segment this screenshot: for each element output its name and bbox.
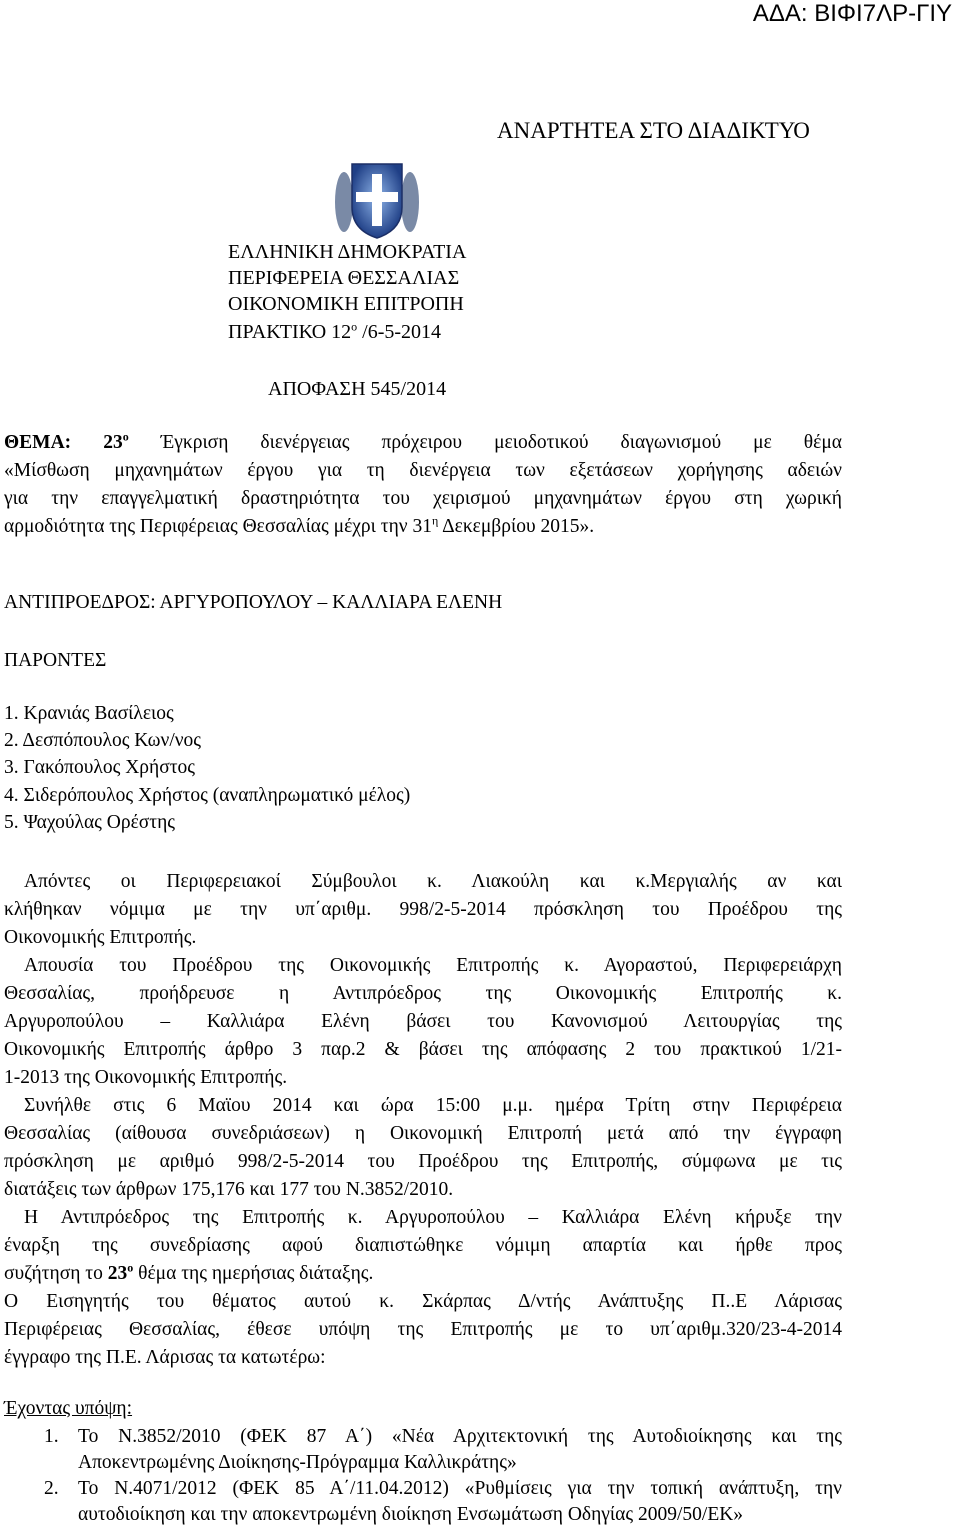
header-minutes xyxy=(228,319,441,345)
law-number: 2. xyxy=(44,1478,59,1499)
absent-line-1: Απόντες οι Περιφερειακοί Σύμβουλοι κ. Λιακούλη και κ.Μεργιαλής αν και xyxy=(24,871,842,892)
opening-number: 23 xyxy=(107,1263,128,1284)
chair-absence-line-2: Θεσσαλίας, προήδρευσε η Αντιπρόεδρος της Οικονομικής Επιτροπής κ. xyxy=(4,983,842,1004)
opening-sup: ο xyxy=(127,1260,134,1275)
subject-line-4 xyxy=(4,513,842,541)
minutes-prefix: ΠΡΑΚΤΙΚΟ 12 xyxy=(228,321,352,343)
subject-line-2: «Μίσθωση μηχανημάτων έργου για τη διενέργεια των εξετάσεων χορήγησης αδειών xyxy=(4,460,842,481)
subject-label-sup: ο xyxy=(122,429,129,444)
opening-line-1: Η Αντιπρόεδρος της Επιτροπής κ. Αργυροπούλου – Καλλιάρα Ελένη κήρυξε την xyxy=(24,1207,842,1228)
subject-label: ΘΕΜΑ: 23 xyxy=(4,432,123,453)
subject-line-4-sup: η xyxy=(432,513,439,528)
meeting-line-3: πρόσκληση με αριθμό 998/2-5-2014 του Προέδρου της Επιτροπής, σύμφωνα με τις xyxy=(4,1151,842,1172)
absent-line-2: κλήθηκαν νόμιμα με την υπ΄αριθμ. 998/2-5-2014 πρόσκληση του Προέδρου της xyxy=(4,899,842,920)
members-list xyxy=(4,700,410,836)
meeting-line-1: Συνήλθε στις 6 Μαϊου 2014 και ώρα 15:00 μ.μ. ημέρα Τρίτη στην Περιφέρεια xyxy=(24,1095,842,1116)
minutes-suffix: /6-5-2014 xyxy=(357,321,442,343)
law-item xyxy=(78,1476,842,1528)
member-item: 4. Σιδερόπουλος Χρήστος (αναπληρωματικό μέλος) xyxy=(4,784,411,806)
header-region: ΠΕΡΙΦΕΡΕΙΑ ΘΕΣΣΑΛΙΑΣ xyxy=(228,267,460,289)
opening-paragraph xyxy=(4,1204,842,1288)
law-item xyxy=(78,1424,842,1476)
opening-line-2: έναρξη της συνεδρίασης αφού διαπιστώθηκε νόμιμη απαρτία και ήρθε προς xyxy=(4,1235,842,1256)
subject-line-1 xyxy=(4,429,842,457)
chair-absence-line-1: Απουσία του Προέδρου της Οικονομικής Επιτροπής κ. Αγοραστού, Περιφερειάρχη xyxy=(24,955,842,976)
subject-text-4a: αρμοδιότητα της Περιφέρειας Θεσσαλίας μέχρι την 31 xyxy=(4,516,433,537)
absent-paragraph xyxy=(4,868,842,952)
rapporteur-paragraph xyxy=(4,1288,842,1372)
present-heading: ΠΑΡΟΝΤΕΣ xyxy=(4,650,107,671)
subject-line-3: για την επαγγελματική δραστηριότητα του χειρισμού μηχανημάτων έργου στη χωρική xyxy=(4,488,842,509)
chair-absence-paragraph xyxy=(4,952,842,1092)
subject-text-4b: Δεκεμβρίου 2015». xyxy=(438,516,595,537)
rapporteur-line-3: έγγραφο της Π.Ε. Λάρισας τα κατωτέρω: xyxy=(4,1347,326,1368)
meeting-line-2: Θεσσαλίας (αίθουσα συνεδριάσεων) η Οικονομική Επιτροπή μετά από την έγγραφη xyxy=(4,1123,842,1144)
law-line: Αποκεντρωμένης Διοίκησης-Πρόγραμμα Καλλικράτης» xyxy=(78,1452,517,1473)
rapporteur-line-1: Ο Εισηγητής του θέματος αυτού κ. Σκάρπας Δ/ντής Ανάπτυξης Π..Ε Λάρισας xyxy=(4,1291,842,1312)
subject-text-1: Έγκριση διενέργειας πρόχειρου μειοδοτικού διαγωνισμού με θέμα xyxy=(128,432,843,453)
member-item: 1. Κρανιάς Βασίλειος xyxy=(4,703,174,724)
greek-state-emblem-icon xyxy=(332,152,422,242)
rapporteur-line-2: Περιφέρειας Θεσσαλίας, έθεσε υπόψη της Επιτροπής με το υπ΄αριθμ.320/23-4-2014 xyxy=(4,1319,842,1340)
law-number: 1. xyxy=(44,1426,59,1447)
opening-text-3a: συζήτηση το xyxy=(4,1263,108,1284)
opening-text-3b: θέμα της ημερήσιας διάταξης. xyxy=(133,1263,374,1284)
member-item: 3. Γακόπουλος Χρήστος xyxy=(4,757,196,779)
meeting-paragraph xyxy=(4,1092,842,1204)
law-line: Το Ν.3852/2010 (ΦΕΚ 87 Α΄) «Νέα Αρχιτεκτονική της Αυτοδιοίκησης και της xyxy=(78,1426,842,1447)
opening-line-3 xyxy=(4,1260,842,1288)
header-republic: ΕΛΛΗΝΙΚΗ ΔΗΜΟΚΡΑΤΙΑ xyxy=(228,241,467,263)
considering-heading: Έχοντας υπόψη: xyxy=(4,1398,133,1419)
law-line: αυτοδιοίκηση και την αποκεντρωμένη διοίκηση Ενσωμάτωση Οδηγίας 2009/50/ΕΚ» xyxy=(78,1504,744,1525)
header-committee: ΟΙΚΟΝΟΜΙΚΗ ΕΠΙΤΡΟΠΗ xyxy=(228,293,464,315)
vice-chair: ΑΝΤΙΠΡΟΕΔΡΟΣ: ΑΡΓΥΡΟΠΟΥΛΟΥ – ΚΑΛΛΙΑΡΑ ΕΛΕΝΗ xyxy=(4,592,503,613)
subject-paragraph xyxy=(4,429,842,541)
chair-absence-line-3: Αργυροπούλου – Καλλιάρα Ελένη βάσει του Κανονισμού Λειτουργίας της xyxy=(4,1011,842,1032)
meeting-line-4: διατάξεις των άρθρων 175,176 και 177 του Ν.3852/2010. xyxy=(4,1179,454,1200)
law-line: Το Ν.4071/2012 (ΦΕΚ 85 Α΄/11.04.2012) «Ρυθμίσεις για την τοπική ανάπτυξη, την xyxy=(78,1478,842,1499)
absent-line-3: Οικονομικής Επιτροπής. xyxy=(4,927,197,948)
member-item: 2. Δεσπόπουλος Κων/νος xyxy=(4,730,202,752)
chair-absence-line-5: 1-2013 της Οικονομικής Επιτροπής. xyxy=(4,1067,288,1088)
chair-absence-line-4: Οικονομικής Επιτροπής άρθρο 3 παρ.2 & βάσει της απόφασης 2 του πρακτικού 1/21- xyxy=(4,1039,842,1060)
minutes-sup: ο xyxy=(351,319,358,334)
posted-online-notice: ΑΝΑΡΤΗΤΕΑ ΣΤΟ ΔΙΑΔΙΚΤΥΟ xyxy=(497,118,810,143)
ada-code: ΑΔΑ: ΒΙΦΙ7ΛΡ-ΓΙΥ xyxy=(752,0,952,27)
decision-number: ΑΠΟΦΑΣΗ 545/2014 xyxy=(268,378,447,400)
member-item: 5. Ψαχούλας Ορέστης xyxy=(4,811,176,833)
